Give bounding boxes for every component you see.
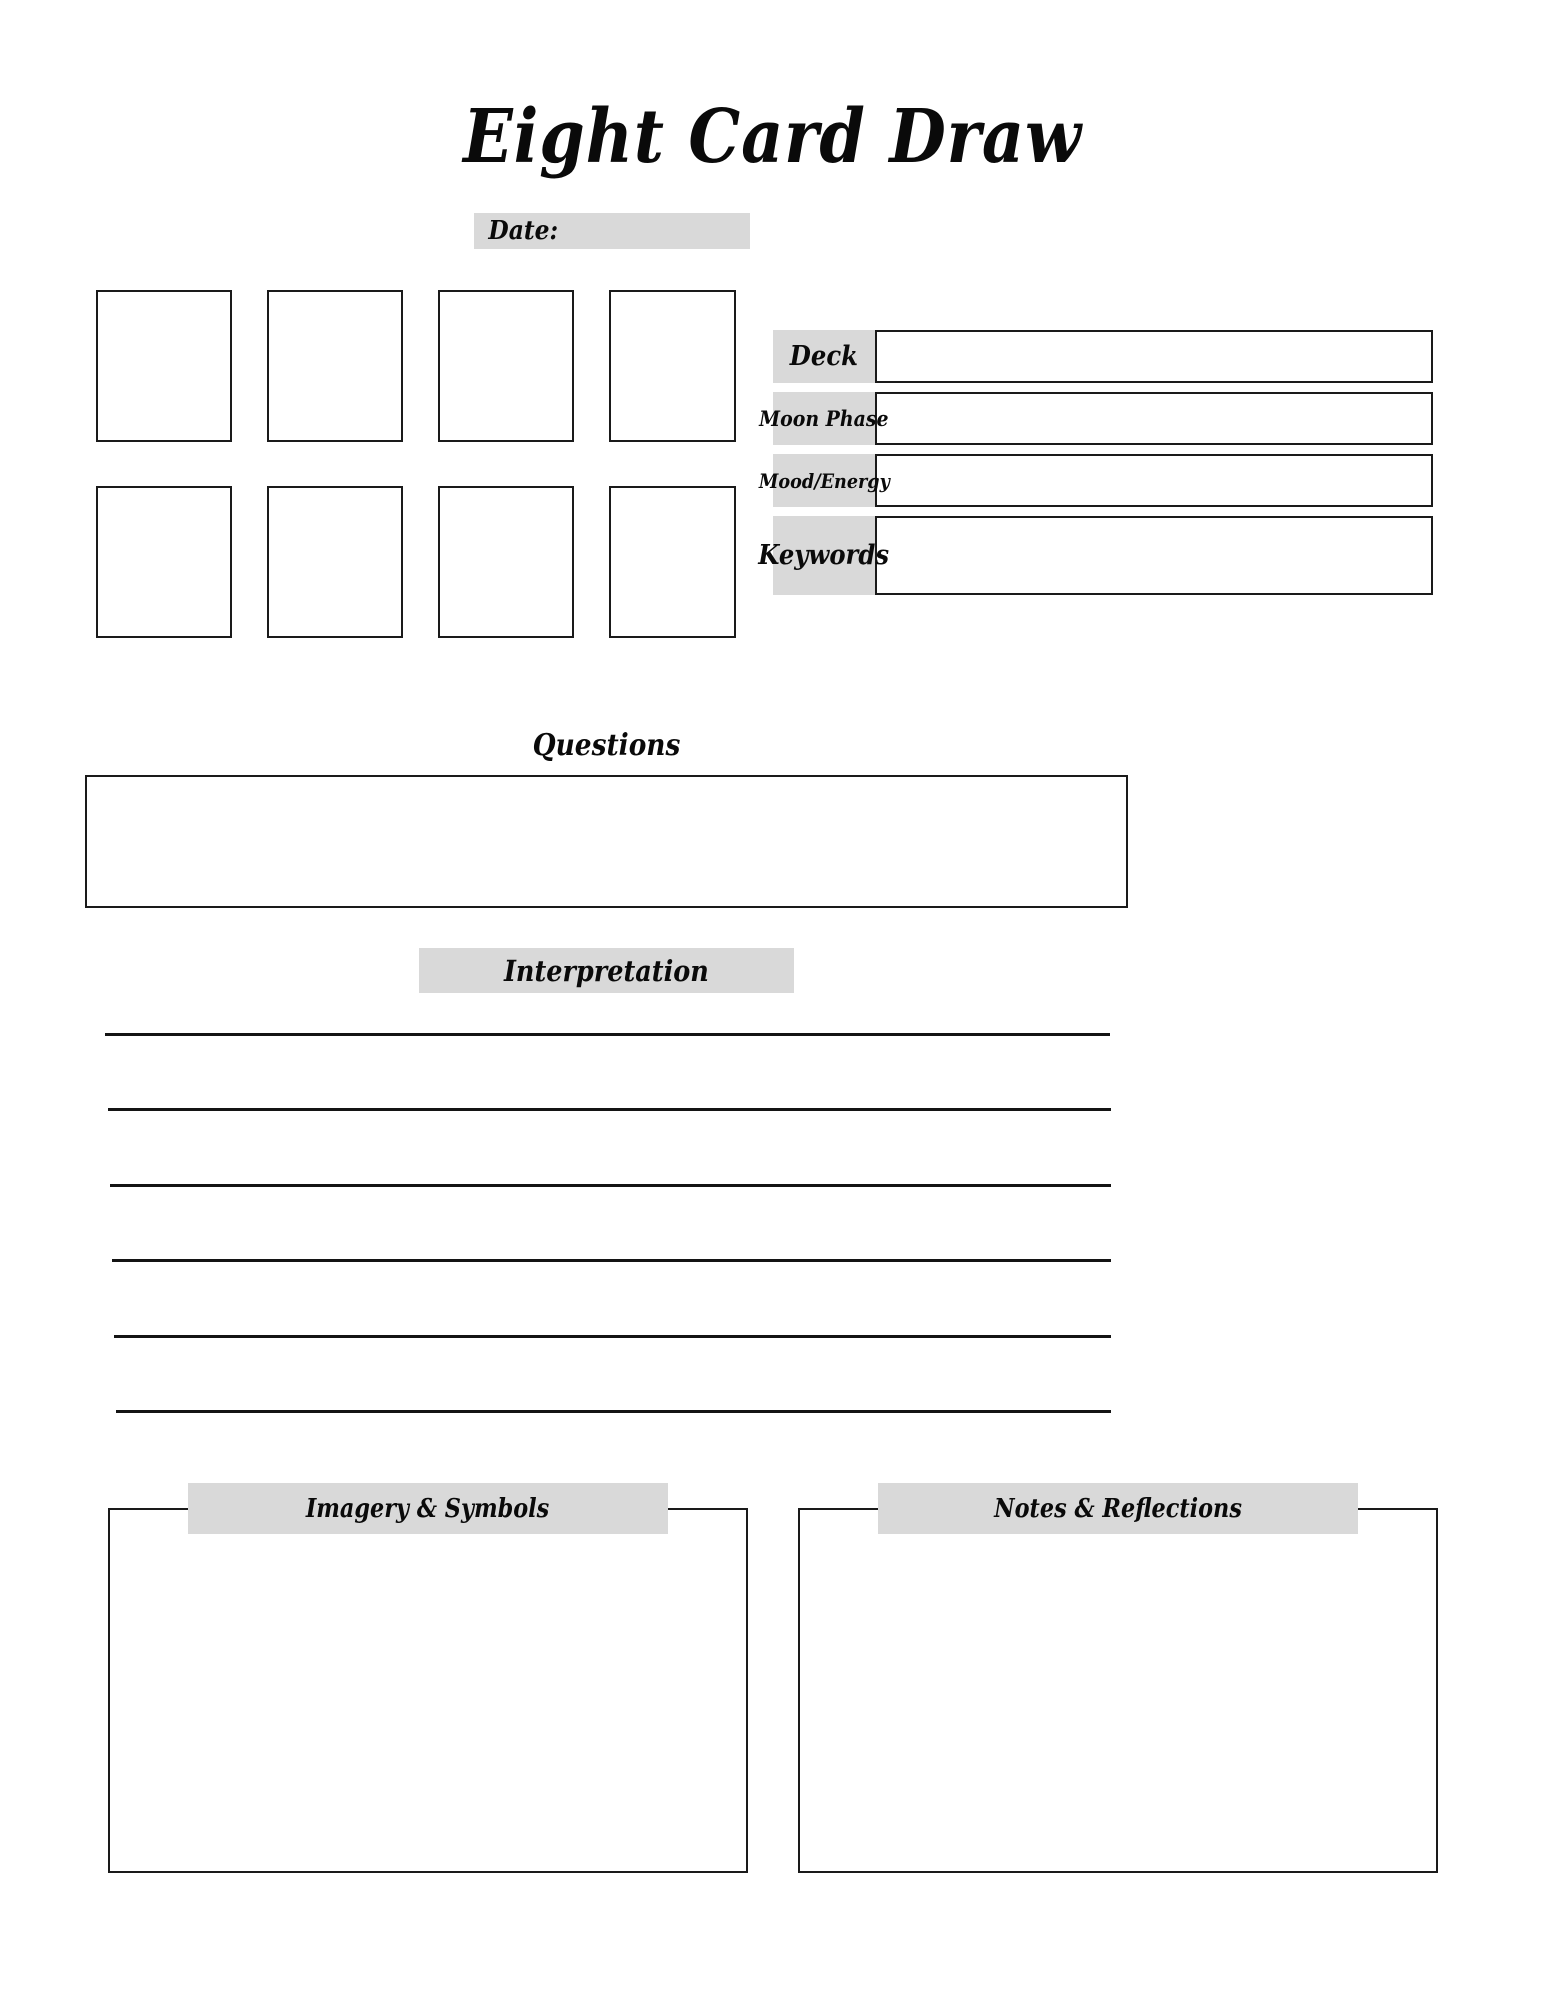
meta-label-keywords [758,516,890,595]
meta-row-keywords [758,516,1433,595]
meta-label-mood-energy-text: Mood/Energy [758,468,890,493]
meta-row-moon-phase [759,392,1433,445]
meta-input-deck[interactable] [875,330,1433,383]
notes-reflections-input[interactable] [798,1508,1438,1873]
interpretation-heading [419,948,794,993]
interpretation-line-3[interactable] [110,1184,1111,1187]
interpretation-line-4[interactable] [112,1259,1111,1262]
notes-reflections-heading [878,1483,1358,1534]
imagery-symbols-input[interactable] [108,1508,748,1873]
interpretation-heading-text: Interpretation [504,953,709,988]
meta-label-moon-phase [759,392,889,445]
questions-input[interactable] [85,775,1128,908]
card-slot-7[interactable] [438,486,574,638]
card-slot-3[interactable] [438,290,574,442]
card-slot-2[interactable] [267,290,403,442]
card-slot-6[interactable] [267,486,403,638]
meta-input-mood-energy[interactable] [875,454,1433,507]
meta-label-keywords-text: Keywords [758,540,890,571]
meta-label-mood-energy [758,454,890,507]
meta-label-deck [773,330,875,383]
meta-input-keywords[interactable] [875,516,1433,595]
questions-heading: Questions [532,728,681,763]
page-title: Eight Card Draw [463,94,1082,180]
card-slot-8[interactable] [609,486,736,638]
date-label: Date: [488,216,559,246]
card-slot-5[interactable] [96,486,232,638]
interpretation-line-6[interactable] [116,1410,1111,1413]
meta-label-deck-text: Deck [789,341,859,372]
meta-label-moon-phase-text: Moon Phase [759,406,889,431]
interpretation-line-2[interactable] [108,1108,1111,1111]
notes-reflections-heading-text: Notes & Reflections [994,1493,1242,1524]
interpretation-line-5[interactable] [114,1335,1111,1338]
imagery-symbols-heading-text: Imagery & Symbols [306,1493,550,1524]
card-slot-1[interactable] [96,290,232,442]
card-slot-4[interactable] [609,290,736,442]
date-field[interactable] [474,213,750,249]
imagery-symbols-heading [188,1483,668,1534]
interpretation-line-1[interactable] [105,1033,1110,1036]
meta-row-deck [773,330,1433,383]
meta-row-mood-energy [758,454,1433,507]
meta-input-moon-phase[interactable] [875,392,1433,445]
